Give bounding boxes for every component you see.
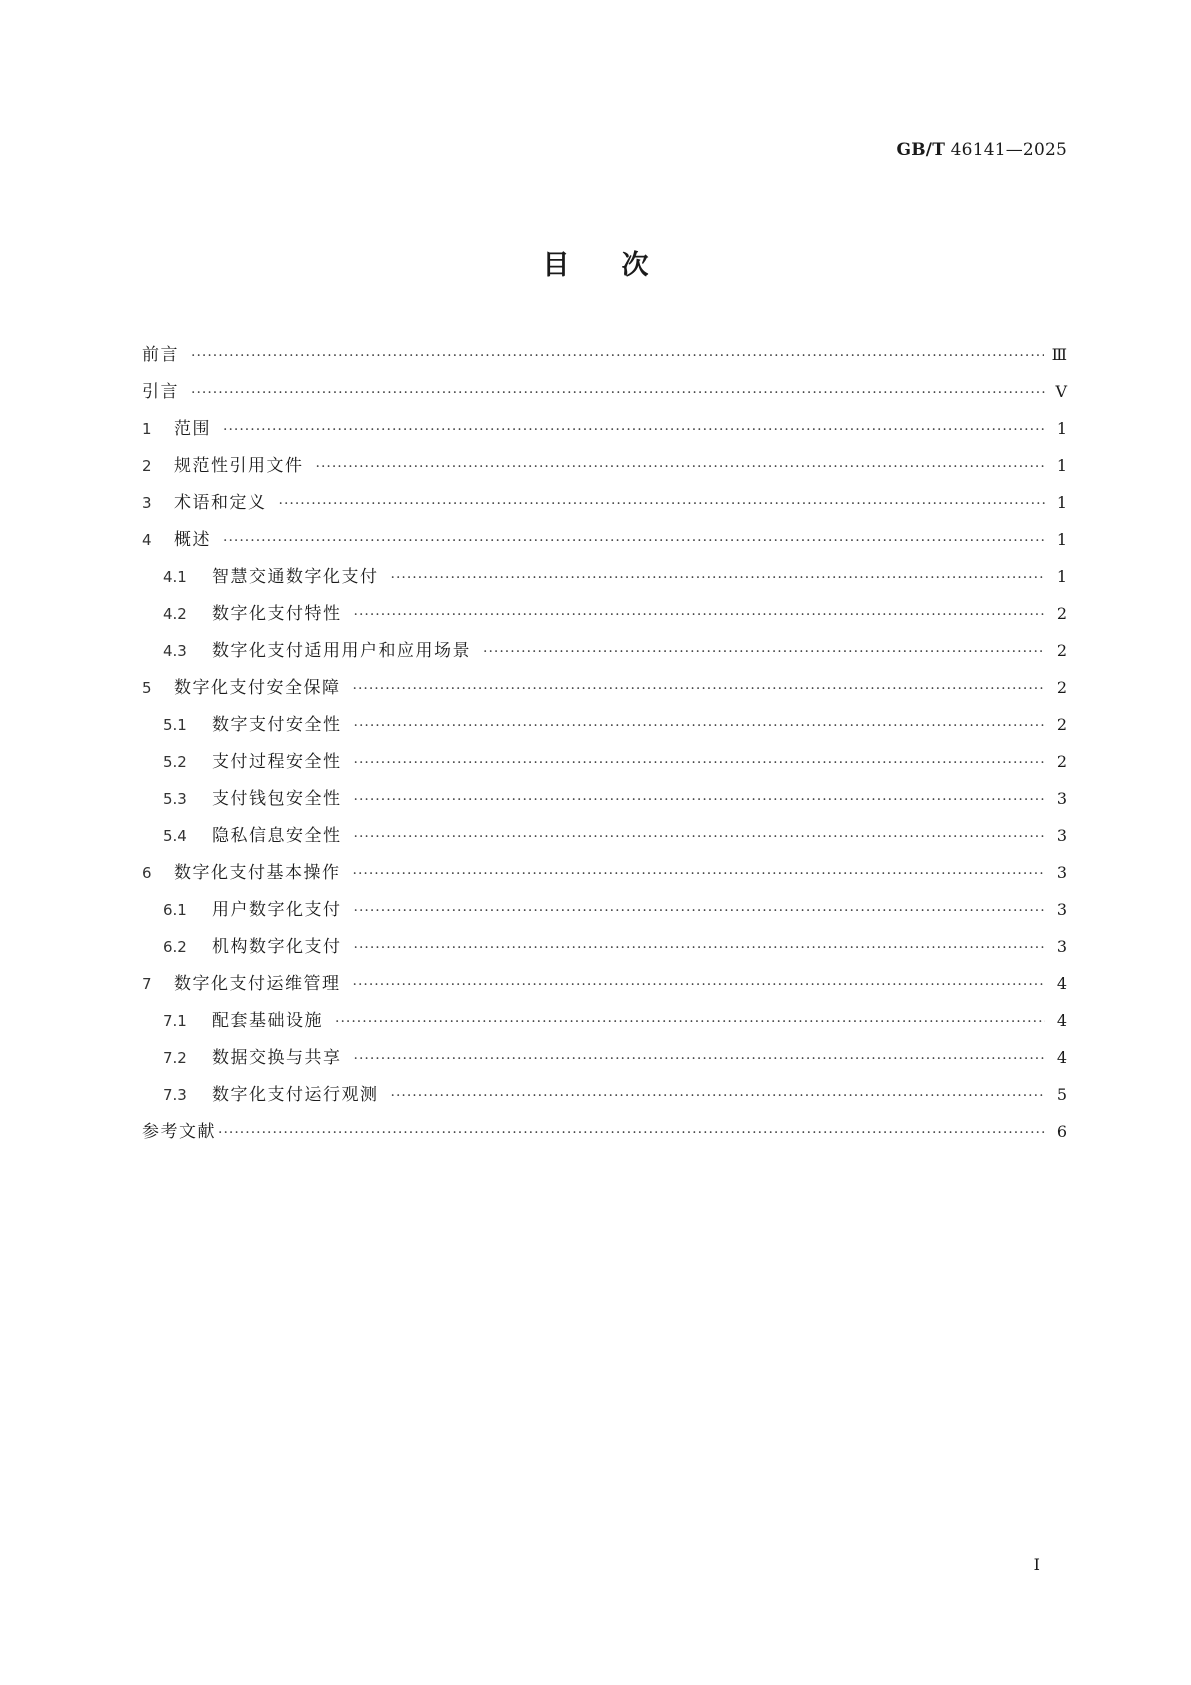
toc-entry-page: Ⅲ — [1051, 345, 1067, 364]
toc-entry-7-3[interactable] — [142, 1080, 1067, 1117]
toc-entry-number: 6.2 — [163, 938, 187, 956]
toc-entry-page: 2 — [1056, 752, 1067, 771]
toc-entry-number: 4.2 — [163, 605, 187, 623]
toc-entry-page: 4 — [1056, 1048, 1067, 1067]
toc-entry-number: 7.3 — [163, 1086, 187, 1104]
toc-entry-4[interactable] — [142, 525, 1067, 562]
toc-entry-title: 前言 — [142, 345, 179, 365]
toc-entry-title: 支付过程安全性 — [212, 752, 342, 772]
dot-leader — [354, 718, 1046, 734]
toc-entry-page: 2 — [1056, 715, 1067, 734]
toc-entry-page: 4 — [1056, 974, 1067, 993]
page-number: Ⅰ — [1033, 1555, 1040, 1574]
dot-leader — [354, 1051, 1046, 1067]
toc-entry-title: 概述 — [174, 530, 211, 550]
dot-leader — [218, 1125, 1045, 1141]
toc-entry-page: 1 — [1056, 456, 1067, 475]
toc-entry-number: 3 — [142, 494, 152, 512]
toc-entry-title: 支付钱包安全性 — [212, 789, 342, 809]
standard-prefix: GB/T — [896, 140, 946, 160]
dot-leader — [391, 1088, 1046, 1104]
toc-entry-number: 5.4 — [163, 827, 187, 845]
toc-entry-title: 隐私信息安全性 — [212, 826, 342, 846]
toc-entry-page: 3 — [1056, 826, 1067, 845]
toc-entry-page: 4 — [1056, 1011, 1067, 1030]
toc-entry-page: 2 — [1056, 604, 1067, 623]
toc-entry-number: 4.3 — [163, 642, 187, 660]
toc-entry-number: 5 — [142, 679, 152, 697]
standard-number — [897, 140, 1068, 160]
dot-leader — [354, 607, 1046, 623]
toc-entry-title: 智慧交通数字化支付 — [212, 567, 379, 587]
dot-leader — [354, 903, 1046, 919]
toc-entry-title: 机构数字化支付 — [212, 937, 342, 957]
dot-leader — [391, 570, 1046, 586]
toc-entry-number: 4 — [142, 531, 152, 549]
toc-entry-number: 6 — [142, 864, 152, 882]
toc-entry-page: 3 — [1056, 789, 1067, 808]
toc-entry-page: 3 — [1056, 900, 1067, 919]
toc-entry-5-4[interactable] — [142, 821, 1067, 858]
toc-entry-4-1[interactable] — [142, 562, 1067, 599]
toc-entry-number: 7 — [142, 975, 152, 993]
toc-entry-page: 1 — [1056, 493, 1067, 512]
toc-entry-title: 数字化支付运行观测 — [212, 1085, 379, 1105]
toc-entry-page: 1 — [1056, 419, 1067, 438]
toc-entry-2[interactable] — [142, 451, 1067, 488]
dot-leader — [353, 866, 1046, 882]
toc-entry-6-2[interactable] — [142, 932, 1067, 969]
toc-entry-title: 数字化支付运维管理 — [174, 974, 341, 994]
dot-leader — [191, 385, 1045, 401]
dot-leader — [354, 829, 1046, 845]
toc-entry-page: 1 — [1056, 530, 1067, 549]
toc-entry-number: 5.3 — [163, 790, 187, 808]
toc-entry-title: 数据交换与共享 — [212, 1048, 342, 1068]
toc-entry-number: 7.1 — [163, 1012, 187, 1030]
toc-entry-number: 7.2 — [163, 1049, 187, 1067]
toc-entry-6[interactable] — [142, 858, 1067, 895]
toc-entry-5[interactable] — [142, 673, 1067, 710]
toc-entry-foreword[interactable] — [142, 340, 1067, 377]
dot-leader — [353, 681, 1046, 697]
toc-entry-page: Ⅴ — [1055, 382, 1067, 401]
toc-entry-1[interactable] — [142, 414, 1067, 451]
table-of-contents — [142, 340, 1067, 1154]
toc-entry-number: 5.2 — [163, 753, 187, 771]
toc-entry-title: 数字化支付安全保障 — [174, 678, 341, 698]
toc-entry-title: 用户数字化支付 — [212, 900, 342, 920]
toc-entry-page: 1 — [1056, 567, 1067, 586]
dot-leader — [483, 644, 1045, 660]
toc-entry-page: 2 — [1056, 641, 1067, 660]
toc-entry-5-1[interactable] — [142, 710, 1067, 747]
toc-entry-title: 参考文献 — [142, 1122, 216, 1142]
toc-entry-title: 数字化支付适用用户和应用场景 — [212, 641, 471, 661]
toc-entry-page: 5 — [1056, 1085, 1067, 1104]
toc-entry-introduction[interactable] — [142, 377, 1067, 414]
toc-entry-title: 引言 — [142, 382, 179, 402]
dot-leader — [354, 792, 1046, 808]
toc-entry-title: 配套基础设施 — [212, 1011, 323, 1031]
dot-leader — [354, 940, 1046, 956]
toc-entry-page: 3 — [1056, 863, 1067, 882]
toc-entry-number: 5.1 — [163, 716, 187, 734]
toc-entry-title: 数字支付安全性 — [212, 715, 342, 735]
toc-entry-page: 6 — [1056, 1122, 1067, 1141]
toc-entry-7-2[interactable] — [142, 1043, 1067, 1080]
toc-entry-title: 数字化支付特性 — [212, 604, 342, 624]
toc-entry-number: 1 — [142, 420, 152, 438]
dot-leader — [354, 755, 1046, 771]
toc-entry-bibliography[interactable] — [142, 1117, 1067, 1154]
toc-entry-6-1[interactable] — [142, 895, 1067, 932]
dot-leader — [191, 348, 1044, 364]
dot-leader — [335, 1014, 1045, 1030]
dot-leader — [279, 496, 1046, 512]
toc-entry-title: 规范性引用文件 — [174, 456, 304, 476]
toc-entry-7-1[interactable] — [142, 1006, 1067, 1043]
toc-heading: 目次 — [542, 250, 701, 281]
toc-entry-4-3[interactable] — [142, 636, 1067, 673]
standard-code: 46141—2025 — [950, 140, 1067, 160]
toc-entry-5-3[interactable] — [142, 784, 1067, 821]
dot-leader — [316, 459, 1046, 475]
toc-entry-7[interactable] — [142, 969, 1067, 1006]
toc-entry-number: 4.1 — [163, 568, 187, 586]
toc-entry-page: 3 — [1056, 937, 1067, 956]
dot-leader — [353, 977, 1046, 993]
toc-entry-4-2[interactable] — [142, 599, 1067, 636]
dot-leader — [223, 533, 1045, 549]
toc-entry-number: 6.1 — [163, 901, 187, 919]
toc-entry-number: 2 — [142, 457, 152, 475]
dot-leader — [223, 422, 1045, 438]
toc-entry-page: 2 — [1056, 678, 1067, 697]
toc-entry-5-2[interactable] — [142, 747, 1067, 784]
toc-entry-title: 范围 — [174, 419, 211, 439]
toc-entry-title: 术语和定义 — [174, 493, 267, 513]
toc-entry-3[interactable] — [142, 488, 1067, 525]
toc-entry-title: 数字化支付基本操作 — [174, 863, 341, 883]
